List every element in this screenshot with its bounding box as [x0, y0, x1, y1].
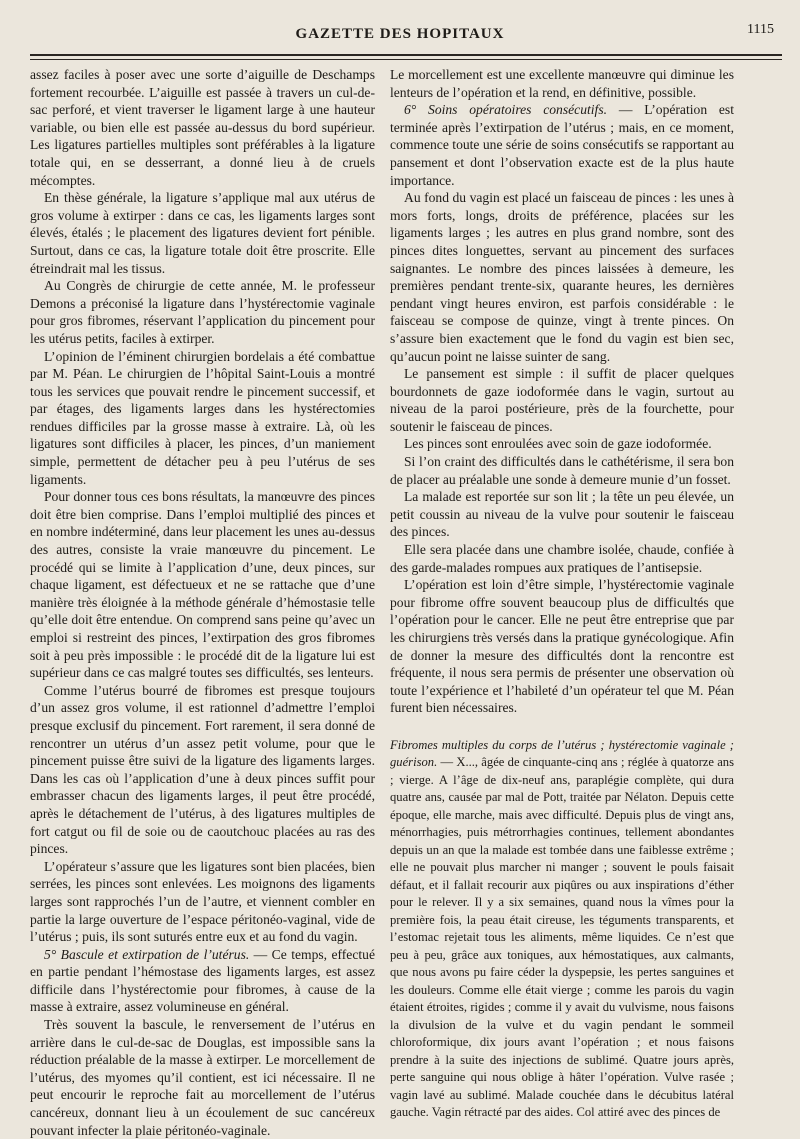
paragraph: Pour donner tous ces bons résultats, la manœuvre des pinces doit être bien comprise. Dans l’emploi multiplié des pinces et en nombre indéterminé, dans leur placement les unes au-dessus des autres, consiste la vraie manœuvre du pincement. Le procédé qui se limite à l’application d’une, deux pinces, sur chaque ligament, est défectueux et ne se rattache que d’une manière très éloignée à la méthode générale d’hémostasie telle qu’elle doit être entendue. On comprend sans peine qu’avec un emploi si restreint des pinces, l’extirpation des gros fibromes soit à peu près impossible : le procédé dit de la ligature lui est supérieur dans ce cas malgré toutes ses difficultés, ses lenteurs.: [30, 489, 375, 681]
paragraph: Le morcellement est une excellente manœuvre qui diminue les lenteurs de l’opération et la rend, en définitive, possible.: [390, 67, 734, 100]
paragraph: L’opération est loin d’être simple, l’hystérectomie vaginale pour fibrome offre souvent beaucoup plus de difficultés que l’opération pour le cancer. Elle ne peut être entreprise que par les chirurgiens très versés dans la pratique gynécologique. Afin de donner la mesure des difficultés dont la rencontre est fréquente, il nous sera permis de présenter une observation où toute l’expérience et l’habileté d’un opérateur tel que M. Péan furent bien nécessaires.: [390, 577, 734, 716]
paragraph: Au fond du vagin est placé un faisceau de pinces : les unes à mors forts, longs, droits de préférence, placées sur les ligaments larges ; les autres en plus grand nombre, sont des pinces dites longuettes, servant au pincement des surfaces saignantes. Le nombre des pinces laissées à demeure, les premières pendant trente-six, quarante heures, les dernières pendant vingt heures environ, est parfois considérable : le faisceau se compose de quinze, vingt à trente pinces. On s’assure bien exactement que le fond du vagin est bien sec, qu’aucun point ne laisse suinter de sang.: [390, 190, 734, 364]
paragraph: Si l’on craint des difficultés dans le cathétérisme, il sera bon de placer au préalable une sonde à demeure munie d’un fosset.: [390, 454, 734, 487]
left-column: [30, 66, 375, 1139]
section-text: — L’opération est terminée après l’extirpation de l’utérus ; mais, en ce moment, commence toute une série de soins consécutifs se rapportant au pansement et dont l’observation exacte est de la plus haute importance.: [390, 102, 734, 188]
paragraph: assez faciles à poser avec une sorte d’aiguille de Deschamps fortement recourbée. L’aiguille est passée à travers un cul-de-sac perforé, et vient traverser le ligament large à une hauteur variable, ou bien elle est passée au-dessus du bord supérieur. Les ligatures partielles multiples sont préférables à la ligature totale qui, en se desserrant, a donné lieu à de cruels mécomptes.: [30, 67, 375, 188]
paragraph: Comme l’utérus bourré de fibromes est presque toujours d’un assez gros volume, il est rationnel d’admettre l’emploi presque exclusif du pincement. Fort rarement, il sera donné de rencontrer un utérus d’un assez petit volume, pour que le pincement puisse être suivi de la ligature des ligaments larges. Dans les cas où l’application d’une à deux pinces suffit pour embrasser chacun des ligaments larges, il peut être procédé, après le détachement de l’utérus, à des ligatures multiples de fort catgut ou fil de soie ou de caoutchouc placées au ras des pinces.: [30, 682, 375, 857]
paragraph: Elle sera placée dans une chambre isolée, chaude, confiée à des garde-malades rompues aux pratiques de l’antisepsie.: [390, 542, 734, 575]
section-text: — Ce temps, effectué en partie pendant l’hémostase des ligaments larges, est assez difficile dans l’hystérectomie pour fibromes, à cause de la masse à extraire, assez volumineuse en général.: [30, 946, 375, 1015]
section-heading: 6° Soins opératoires consécutifs.: [404, 102, 608, 118]
section-heading: 5° Bascule et extirpation de l’utérus.: [44, 946, 250, 962]
case-title: Fibromes multiples du corps de l’utérus ; hystérectomie vaginale ; guérison.: [390, 737, 734, 770]
paragraph: En thèse générale, la ligature s’applique mal aux utérus de gros volume à extirper : dans ce cas, les ligaments larges sont élevés, étalés ; le placement des ligatures devient fort pénible. Surtout, dans ce cas, la ligature totale doit être proscrite. Elle étreindrait mal les tissus.: [30, 190, 375, 276]
paragraph: Les pinces sont enroulées avec soin de gaze iodoformée.: [404, 436, 712, 452]
section-paragraph: [390, 101, 734, 189]
section-paragraph: [30, 946, 375, 1016]
paragraph: L’opinion de l’éminent chirurgien bordelais a été combattue par M. Péan. Le chirurgien de l’hôpital Saint-Louis a montré tous les services que pouvait rendre le pincement successif, et par étages, des ligaments larges dans les hystérectomies rendues difficiles par la grosse masse à extraire. Là, où les ligatures sont difficiles à placer, les pinces, d’un maniement simple, permettent de détacher peu à peu l’utérus de ses ligaments.: [30, 348, 375, 487]
case-paragraph: [390, 737, 734, 1122]
paragraph: L’opérateur s’assure que les ligatures sont bien placées, bien serrées, les pinces sont enlevées. Les moignons des ligaments larges sont rapprochés l’un de l’autre, et viennent combler en partie la large ouverture de l’espace péritonéo-vaginal, vide de l’utérus ; puis, ils sont suturés entre eux et au fond du vagin.: [30, 858, 375, 945]
page-number: 1115: [747, 22, 774, 37]
paragraph: Très souvent la bascule, le renversement de l’utérus en arrière dans le cul-de-sac de Douglas, est impossible sans la réduction préalable de la masse à extirper. Le morcellement de l’utérus, des myomes qu’il contient, est ici nécessaire. Il ne peut encourir le reproche fait au morcellement de l’utérus cancéreux, donnant lieu à un écoulement de suc cancéreux pouvant infecter la plaie péritonéo-vaginale.: [30, 1017, 375, 1138]
paragraph: Au Congrès de chirurgie de cette année, M. le professeur Demons a préconisé la ligature dans l’hystérectomie vaginale pour gros fibromes, réservant l’application du pincement pour les utérus petits, faciles à extirper.: [30, 278, 375, 346]
page-header: [18, 18, 782, 48]
running-title: GAZETTE DES HOPITAUX: [295, 26, 505, 42]
right-column: [390, 66, 734, 1122]
paragraph: Le pansement est simple : il suffit de placer quelques bourdonnets de gaze iodoformée dans le vagin, surtout au niveau de la paroi postérieure, près de la fourchette, pour soutenir le faisceau de pinces.: [390, 366, 734, 434]
case-text: — X..., âgée de cinquante-cinq ans ; réglée à quatorze ans ; vierge. A l’âge de dix-neuf ans, paraplégie complète, qui dura quatre ans, causée par mal de Pott, traitée par Nélaton. Depuis cette époque, elle marche, mais avec difficulté. Depuis plus de vingt ans, ménorrhagies, puis métrorrhagies continues, tellement abondantes depuis un an que la malade est tombée dans une faiblesse extrême ; elle ne pouvait plus marcher ni manger ; souvent le pouls faisait défaut, et il fallait recourir aux piqûres ou aux inspirations d’éther pour le relever. Il y a six semaines, quand nous la vîmes pour la première fois, la peau était cireuse, les téguments transparents, et l’estomac rejetait tous les aliments, même liquides. Ce n’est que peu à peu, grâce aux toniques, aux hémostatiques, aux calmants, que nous avons pu faire céder la dyspepsie, les pertes sanguines et les douleurs. Comme elle était vierge ; comme les parois du vagin étaient étroites, rigides ; comme il y avait du vulvisme, nous faisons la divulsion de la vulve et du vagin pendant le sommeil chloroformique, dix jours avant l’opération ; et nous faisons prendre à la suite des injections de sublimé. Quatre jours après, perte sanguine qui nous oblige à hâter l’opération. Vulve rasée ; vagin lavé au sublimé. Malade couchée dans le décubitus latéral gauche. Vagin rétracté par des aides. Col attiré avec des pinces de: [390, 755, 734, 1120]
header-rule: [30, 54, 782, 60]
paragraph: La malade est reportée sur son lit ; la tête un peu élevée, un petit coussin au niveau de la vulve pour soutenir le faisceau des pinces.: [390, 489, 734, 540]
case-report: [390, 737, 734, 1122]
